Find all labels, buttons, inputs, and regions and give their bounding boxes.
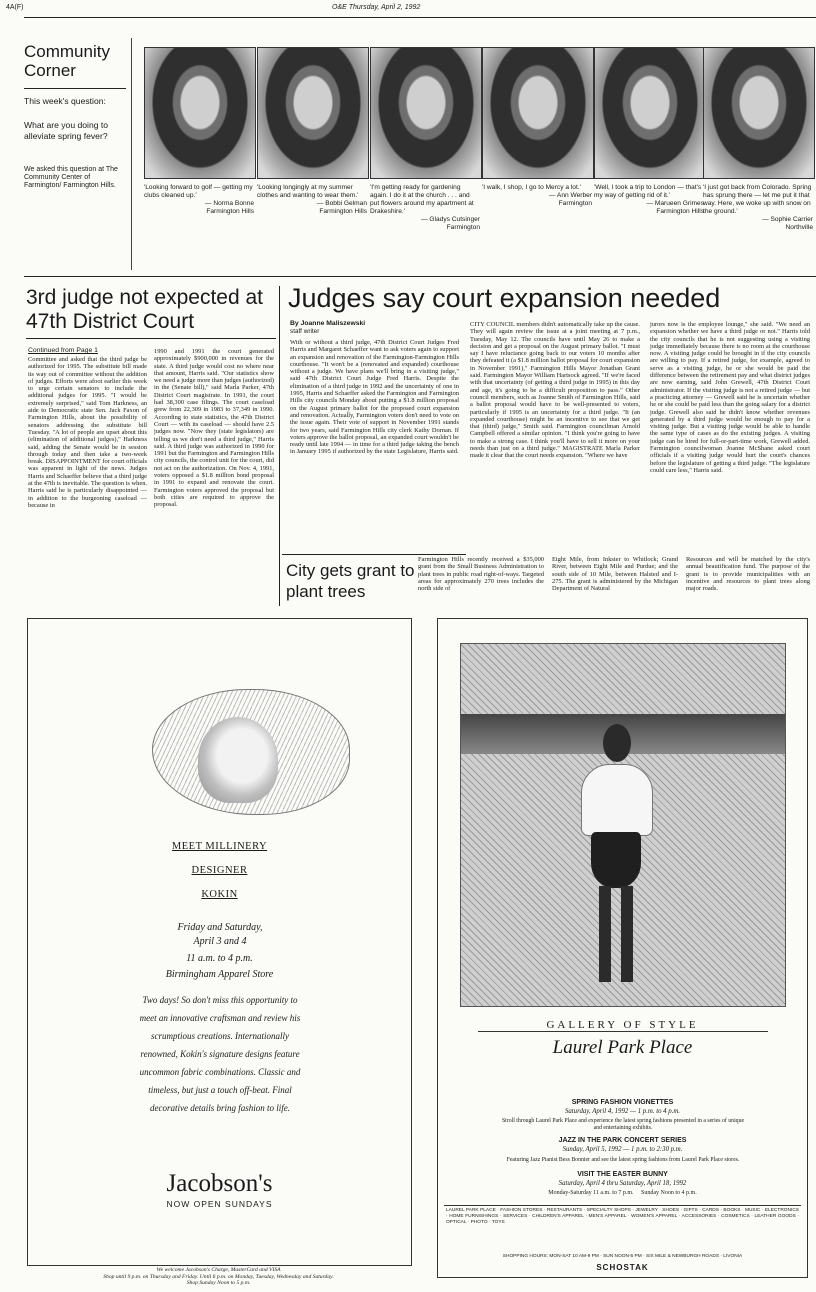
developer-logo: SCHOSTAK [596, 1263, 649, 1272]
store-list: LAUREL PARK PLACE · FASHION STORES · RESTAURANTS · SPECIALTY SHOPS · JEWELRY · SHOES · GIFTS · CARDS · BOOKS · MUSIC · ELECTRONICS · HOME FURNISHINGS · SERVICES · CHILDREN'S APPAREL · MEN'S APPAREL · WOMEN'S APPAREL · ACCESSORIES · COSMETICS · LEATHER GOODS · OPTICAL · PHOTO · TOYS [446, 1208, 799, 1225]
ad-footer [27, 1267, 410, 1287]
ad-hours: 11 a.m. to 4 p.m. [186, 953, 253, 964]
grant-headline: City gets grant to plant trees [286, 561, 415, 601]
event2-desc: Featuring Jazz Pianist Bess Bonnier and see the latest spring fashions from Laurel Park Place stores. [506, 1157, 740, 1163]
left-story-col2: 1990 and 1991 the court generated approximately $900,000 in revenues for the state. A third judge would cost no where near that amount, Harris said. "Our statistics show we need a judge more than judges (authorized) in the (Senate bill)," said Marla Parker, 47th District Court magistrate. In 1991, the court had 38,300 case filings. The court caseload grew from 22,309 in 1983 to 37,349 in 1990. According to state statistics, the 47th District Court — with its caseload — should have 2.5 judges now. "Now they (state legislators) are telling us we don't need a third judge," Harris said. A third judge was authorized in 1990 for 1991 but the Farmington and Farmington Hills city councils, the control unit for the court, did not act on the authorization. On Nov. 4, 1991, voters opposed a $1.8 million bond proposal in 1991 to expand and renovate the court. Farmington voters approved the proposal but both cities are required to approve the proposal. [154, 348, 274, 509]
question-label: This week's question: [24, 96, 106, 106]
ad-footer-line1: We welcome Jacobson's Charge, MasterCard and VISA [156, 1267, 281, 1273]
main-story-col1: With or without a third judge, 47th District Court Judges Fred Harris and Margaret Schaeffer want to ask voters again to support an expansion and renovation of the Farmington-Farmington Hills courthouse. "It won't be a (renovated and expanded) courthouse without a judge. We have plans we'll bring in a visiting judge," said 47th District Court Judge Fred Harris. Despite the elimination of a third judge in 1992 and the uncertainty of one in 1995, Harris and Schaeffer asked the Farmington and Farmington Hills city councils Monday about putting a $1.8 million proposal on the August primary ballot for the proposed court expansion and renovation. Actually, Farmington voters don't need to vote on the issue again. Their vote of support in November 1991 stands for two years, said Farmington Hills city clerk Kathy Dornan. If voters approve the ballot proposal, an expanded court wouldn't be ready until late 1994 — in time for a third judge taking the bench in January 1995 if authorized by the state Legislature, Harris said. [290, 339, 459, 456]
event2-title: JAZZ IN THE PARK CONCERT SERIES [558, 1137, 687, 1144]
event1-desc: Stroll through Laurel Park Place and experience the latest spring fashions presented in a series of unique and entertaining exhibits. [501, 1118, 745, 1131]
ad-line-kokin: KOKIN [201, 889, 238, 900]
portrait-photo [144, 47, 256, 179]
jacobsons-ad [27, 618, 412, 1266]
grant-col2: Eight Mile, from Inkster to Whitlock; Grand River, between Eight Mile and Purdue; and the south side of 10 Mile, between Halsted and I-275. The grant is administered by the Michigan Department of Natural [552, 556, 678, 593]
ad-line-millinery: MEET MILLINERY [171, 841, 268, 852]
quote: 'Well, I took a trip to London — that's my way of getting rid of it.' — Marueen Grimes Farmington Hills [594, 184, 704, 215]
ad-footer-line3: Shop Sunday Noon to 5 p.m. [186, 1280, 251, 1287]
portrait-photo [482, 47, 594, 179]
ad-line-designer: DESIGNER [191, 865, 248, 876]
question-text: What are you doing to alleviate spring fever? [24, 120, 109, 141]
grant-col1: Farmington Hills recently received a $35,000 grant from the Small Business Administration to plant trees in public road right-of-ways. Targeted areas for approximately 270 trees includes the north side of [418, 556, 544, 593]
ad-footer-line2: Shop until 9 p.m. on Thursday and Friday. Until 6 p.m. on Monday, Tuesday, Wednesday and Saturday. [103, 1273, 334, 1280]
portrait-photo [594, 47, 706, 179]
event1-when: Saturday, April 4, 1992 — 1 p.m. to 4 p.m. [565, 1108, 680, 1115]
portrait-photo [370, 47, 482, 179]
quote: 'Looking longingly at my summer clothes and wanting to wear them.' — Bobbi Gelman Farmington Hills [257, 184, 367, 215]
event2-when: Sunday, April 5, 1992 — 1 p.m. to 2:30 p.m. [562, 1146, 683, 1153]
community-title [24, 42, 131, 80]
grant-col3: Resources and will be matched by the city's annual beautification fund. The purpose of the grant is to provide municipalities with an incentive and resources to plant trees along major roads. [686, 556, 810, 593]
laurel-park-logo: Laurel Park Place [552, 1037, 693, 1058]
main-story-col3: jurors now is the employee lounge," she said. "We need an expansion whether we have a third judge or not." Harris told the city councils that he is not suggesting using a visiting judge immediately because there is no room at the courthouse now. A visiting judge could be brought in if the city councils are willing to pay. If a retired judge, for example, agreed to serve as a visiting judge, he or she would be paid the difference between the retirement pay and what district judges are now earning, said John Grewell, 47th District Court administrator. If the visiting judge is not a retired judge — but a practicing attorney — Grewell said he is uncertain whether he or she could be paid less than the going salary for a district judge. Grewell also said he didn't know whether revenues generated by a third judge would be enough to pay for a visiting judge. But a visiting judge would be able to handle the same type of cases as do the existing judges. A visiting judge can be hired for full-or-part-time work, Grewell added. Farmington councilwoman Joanne McShane asked court officials if a visiting judge would hurt the court's chances before the legislature of getting a third judge. "The legislature could care less," Harris said. [650, 321, 810, 474]
ad-venue: Birmingham Apparel Store [165, 969, 274, 980]
laurel-park-ad [437, 618, 808, 1278]
brand-tag: NOW OPEN SUNDAYS [166, 1199, 273, 1209]
byline-title: staff writer [290, 328, 320, 335]
main-story-col2: CITY COUNCIL members didn't automatically take up the cause. They will again review the issue at a joint meeting at 7 p.m., Tuesday, May 12. The councils have until May 26 to make a decision and get a proposal on the August primary ballot. "I must say I have reluctance going back to our voters 10 months after they defeated it (a $1.8 million ballot proposal for court expansion in November 1991)," Farmington Hills Mayor Jonathan Grant said. Farmington Mayor William Hartsock agreed. "If we're faced with that uncertainty (of getting a third judge in 1995) in this day and age, it's going to be a difficult proposition to pass." Other council members, such as Joanne Smith of Farmington Hills, said a ballot proposal would have to be well-presented to voters, particularly if 1995 is an uncertainty for a third judge. "It (an expanded courthouse) might be an incentive to see that we get that (third) judge," Smith said. Farmington councilman Arnold Campbell offered a similar opinion. "I think you're going to have to make a strong case. I think you'll have to sell it more on your needs than just on a third judge." MAGISTRATE Marla Parker made it clear that the court needs expansion. "Where we have [470, 321, 640, 460]
event3-title: VISIT THE EASTER BUNNY [577, 1171, 668, 1178]
quote: 'Looking forward to golf — getting my clubs cleaned up.' — Norma Bonne Farmington Hills [144, 184, 254, 215]
community-title-line1: Community [24, 42, 110, 61]
jacobsons-logo: Jacobson's [166, 1170, 273, 1197]
dateline: O&E Thursday, April 2, 1992 [332, 4, 421, 11]
community-corner [24, 38, 132, 270]
question-asked: We asked this question at The Community Center of Farmington/ Farmington Hills. [24, 166, 118, 190]
continued-note: Continued from Page 1 [28, 347, 98, 354]
quote: 'I'm getting ready for gardening again. I do it at the church . . . and put flowers around my apartment at Drakeshire.' — Gladys Cutsinger Farmington [370, 184, 480, 231]
event3-when: Saturday, April 4 thru Saturday, April 18, 1992 [558, 1180, 687, 1187]
hat-crown [198, 717, 278, 803]
portrait-photo [703, 47, 815, 179]
hours-bar: SHOPPING HOURS: MON-SAT 10 AM-9 PM · SUN NOON-5 PM · SIX MILE & NEWBURGH ROADS · LIVONIA [502, 1254, 743, 1259]
left-story-col1: Committee and asked that the third judge be authorized for 1995. The substitute bill made its way out of committee without the addition of judges. Efforts were afoot earlier this week to urge certain senators to include the additional judges for 1995. "I would be extremely surprised," said Tom Harkness, an aide to Democratic state Sen. Jack Faxon of Farmington Hills, about the possibility of senators addressing the substitute bill Tuesday. "A lot of people are upset about this (elimination of additional judges)," Harkness said, adding the Senate would be in session through today and then take a two-week break. DISAPPOINTMENT for court officials was apparent in light of the news. Judges Harris and Schaeffer believe that a third judge at the 47th is inevitable. The question is when. Harris said he is particularly disappointed — in addition to the burgeoning caseload — because in [28, 356, 147, 509]
byline: By Joanne Maliszewski [290, 320, 366, 327]
page-number: 4A(F) [6, 4, 24, 11]
ad-body: Two days! So don't miss this opportunity to meet an innovative craftsman and review his scrumptious creations. Internationally renowned, Kokin's signature designs feature uncommon fabric combinations. Classic and timeless, but just a touch off-beat. Final decorative details bring fashion to life. [139, 995, 301, 1113]
quote: 'I just got back from Colorado. Spring has sprung there — let me put it that way. Here, we woke up with snow on the ground.' — Sophie Carrier Northville [703, 184, 813, 231]
event1-title: SPRING FASHION VIGNETTES [571, 1099, 674, 1106]
ad-dates: Friday and Saturday, April 3 and 4 [177, 922, 263, 947]
community-title-line2: Corner [24, 61, 76, 80]
model-figure [581, 724, 651, 984]
mall-photo [460, 643, 786, 1007]
gallery-of-style: GALLERY OF STYLE [546, 1019, 699, 1031]
event3-hours: Monday-Saturday 11 a.m. to 7 p.m. Sunday Noon to 4 p.m. [548, 1190, 697, 1196]
left-headline: 3rd judge not expected at 47th District Court [26, 286, 264, 333]
portrait-photo [257, 47, 369, 179]
quote: 'I walk, I shop, I go to Mercy a lot.' — Ann Werber Farmington [482, 184, 592, 207]
main-headline: Judges say court expansion needed [288, 283, 721, 313]
